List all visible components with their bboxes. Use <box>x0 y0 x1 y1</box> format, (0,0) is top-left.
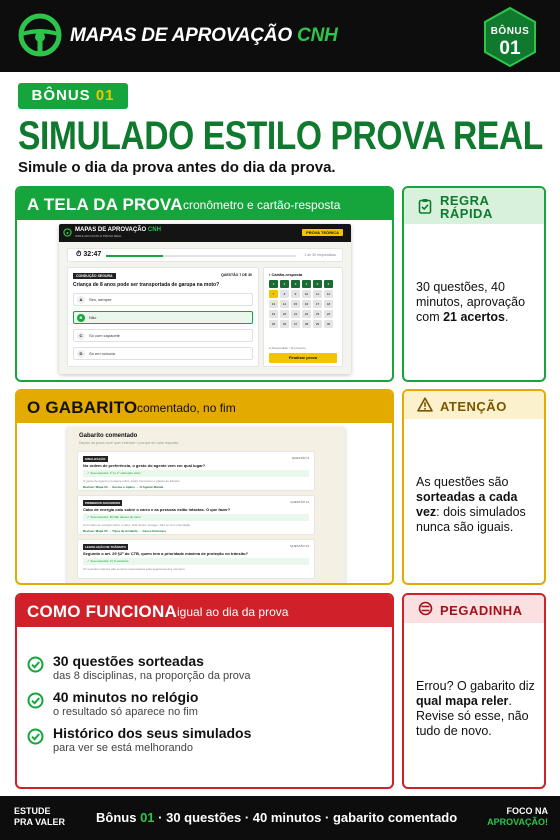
answer-option[interactable] <box>73 347 253 360</box>
answer-cell[interactable]: 4 <box>302 280 311 288</box>
mock-brand-sub: SIMULADO ESTILO PROVA REAL <box>75 234 122 238</box>
item-number: QUESTÃO 11 <box>290 500 309 504</box>
progress-fill <box>106 255 163 257</box>
panel-header <box>17 595 392 627</box>
answer-key-panel <box>15 389 394 585</box>
clipboard-icon <box>418 198 432 214</box>
answer-cell[interactable]: 20 <box>280 310 289 318</box>
answer-cell[interactable]: 25 <box>269 320 278 328</box>
card-title: REGRA RÁPIDA <box>440 193 493 221</box>
item-question: No ordem de preferência, o gesto do agente vem em qual lugar? <box>83 463 206 468</box>
feature-sub: das 8 disciplinas, na proporção da prova <box>53 670 251 682</box>
answer-option[interactable] <box>73 293 253 306</box>
card-text: 30 questões, 40 minutos, aprovação com 21 acertos. <box>416 280 526 324</box>
answer-cell[interactable]: 10 <box>302 290 311 298</box>
check-circle-icon <box>27 692 44 709</box>
answer-cell[interactable]: 13 <box>269 300 278 308</box>
footer-bar <box>0 796 560 840</box>
feature-item <box>27 653 377 685</box>
item-answer: ✓ Sua resposta: C) O pedestre <box>83 558 309 565</box>
answer-key-item <box>77 451 315 491</box>
trap-card <box>402 593 546 789</box>
finish-exam-button[interactable]: Finalizar prova <box>269 353 337 363</box>
answer-cell[interactable]: 18 <box>324 300 333 308</box>
mock-exam-badge: PROVA TEÓRICA <box>302 229 343 236</box>
item-explanation: O gesto do agente prevalece sobre sinais luminosos e placas de trânsito. <box>83 479 181 483</box>
answer-cell[interactable]: 3 <box>291 280 300 288</box>
option-letter: A <box>77 296 85 304</box>
option-text: Só em rodovia <box>89 351 115 356</box>
attention-card <box>402 389 546 585</box>
answer-cell[interactable]: 21 <box>291 310 300 318</box>
answer-cell[interactable]: 5 <box>313 280 322 288</box>
check-circle-icon <box>27 656 44 673</box>
feature-sub: o resultado só aparece no fim <box>53 706 198 718</box>
answer-legend: ● Respondida ○ Em branco <box>269 346 306 350</box>
mock-question-card <box>67 267 259 367</box>
item-review-link: Revisar: Mapa 05 → Tipos de Acidente → Casos Extremos <box>83 529 167 533</box>
card-text: As questões são sorteadas a cada vez: dois simulados nunca são iguais. <box>416 475 526 534</box>
answer-card-title: ▪ Cartão-resposta <box>269 272 303 277</box>
footer-left-slogan: ESTUDE PRA VALER <box>14 806 66 827</box>
mock-topbar <box>59 224 351 242</box>
feature-item <box>27 689 377 721</box>
panel-subtitle: cronômetro e cartão-resposta <box>183 198 341 212</box>
panel-header <box>17 188 392 220</box>
steering-wheel-icon <box>17 12 63 58</box>
answer-cell[interactable]: 19 <box>269 310 278 318</box>
answer-cell[interactable]: 28 <box>302 320 311 328</box>
answer-key-mockup <box>67 427 345 585</box>
panel-subtitle: comentado, no fim <box>137 401 236 415</box>
feature-title: 30 questões sorteadas <box>53 653 204 669</box>
steering-wheel-icon <box>63 228 72 237</box>
answer-cell[interactable]: 12 <box>324 290 333 298</box>
item-question: Segundo o art. 29 §2º do CTB, quem tem a prioridade máxima de proteção no trânsito? <box>83 551 249 556</box>
mock-answer-card <box>263 267 343 367</box>
answer-cell[interactable]: 7 <box>269 290 278 298</box>
answer-cell[interactable]: 22 <box>302 310 311 318</box>
brand-logo-text: MAPAS DE APROVAÇÃO CNH <box>70 25 338 46</box>
answer-cell[interactable]: 26 <box>280 320 289 328</box>
page-title: SIMULADO ESTILO PROVA REAL <box>18 114 543 158</box>
option-text: Não <box>89 315 97 320</box>
option-letter: B <box>77 314 85 322</box>
answer-cell[interactable]: 6 <box>324 280 333 288</box>
panel-title: A TELA DA PROVA <box>27 195 183 214</box>
answer-cell[interactable]: 17 <box>313 300 322 308</box>
panel-title: COMO FUNCIONA <box>27 602 177 621</box>
answer-key-title: Gabarito comentado <box>79 433 138 439</box>
item-question: Cabo de energia caiu sobre o carro e as pessoas estão intactas. O que fazer? <box>83 507 231 512</box>
answer-cell[interactable]: 1 <box>269 280 278 288</box>
answer-cell[interactable]: 14 <box>280 300 289 308</box>
mock-timer-bar <box>67 248 343 262</box>
item-tag: PRIMEIROS SOCORROS <box>85 501 121 505</box>
answer-cell[interactable]: 23 <box>313 310 322 318</box>
answer-key-item <box>77 539 315 579</box>
question-tag: CONDUÇÃO SEGURA <box>73 273 116 279</box>
no-sign-icon <box>418 601 433 616</box>
item-explanation: Com cabo de energia sobre o carro, ficar dentro protege. Sair só com orientação. <box>83 523 192 527</box>
item-answer: ✓ Sua resposta: B) Não descer do carro <box>83 514 309 521</box>
panel-title: O GABARITO <box>27 398 138 417</box>
item-review-link: Revisar: Mapa 03 → Gestos e Apitos → O Agente Manda <box>83 485 164 489</box>
item-answer: ✓ Sua resposta: 1º (o 1º sobrepõe tudo) <box>83 470 309 477</box>
feature-item <box>27 725 377 757</box>
feature-sub: para ver se está melhorando <box>53 742 194 754</box>
card-header <box>404 391 544 419</box>
badge-label: BÔNUS <box>490 26 530 37</box>
bonus-hex-badge <box>482 6 538 68</box>
badge-number: 01 <box>499 38 521 59</box>
card-header <box>404 595 544 623</box>
answer-key-sub: Depois da prova você quer entender o porquê de cada resposta <box>79 441 179 445</box>
item-explanation: Os veículos maiores são sempre responsáveis pela segurança dos menores. <box>83 567 186 571</box>
question-text: Criança de 8 anos pode ser transportada de garupa na moto? <box>73 282 220 288</box>
item-number: QUESTÃO 23 <box>290 544 309 548</box>
answer-option[interactable] <box>73 311 253 324</box>
panel-subtitle: igual ao dia da prova <box>177 605 289 619</box>
answer-key-item <box>77 495 315 535</box>
exam-screen-panel <box>15 186 394 382</box>
feature-title: Histórico dos seus simulados <box>53 725 252 741</box>
footer-right-slogan: FOCO NA APROVAÇÃO! <box>487 806 548 827</box>
answer-option[interactable] <box>73 329 253 342</box>
answer-cell[interactable]: 11 <box>313 290 322 298</box>
option-letter: D <box>77 350 85 358</box>
answer-cell[interactable]: 15 <box>291 300 300 308</box>
answer-cell[interactable]: 2 <box>280 280 289 288</box>
card-header <box>404 188 544 224</box>
option-text: Sim, sempre <box>89 297 112 302</box>
answer-grid <box>269 280 333 328</box>
card-title: ATENÇÃO <box>440 399 507 414</box>
answer-cell[interactable]: 24 <box>324 310 333 318</box>
quick-rule-card <box>402 186 546 382</box>
option-text: Só com capacete <box>89 333 120 338</box>
answer-cell[interactable]: 16 <box>302 300 311 308</box>
answer-cell[interactable]: 8 <box>280 290 289 298</box>
check-circle-icon <box>27 728 44 745</box>
answer-cell[interactable]: 30 <box>324 320 333 328</box>
exam-screen-mockup <box>59 224 351 374</box>
item-number: QUESTÃO 4 <box>291 456 309 460</box>
card-title: PEGADINHA <box>440 603 523 618</box>
answer-cell[interactable]: 27 <box>291 320 300 328</box>
panel-header <box>17 391 392 423</box>
header-bar <box>0 0 560 72</box>
feature-title: 40 minutos no relógio <box>53 689 199 705</box>
card-text: Errou? O gabarito diz qual mapa reler. Revise só esse, não tudo de novo. <box>416 679 535 738</box>
answer-cell[interactable]: 9 <box>291 290 300 298</box>
timer-value: ⏱ 32:47 <box>76 251 102 258</box>
page-subtitle: Simule o dia da prova antes do dia da prova. <box>18 159 336 176</box>
answer-cell[interactable]: 29 <box>313 320 322 328</box>
bonus-pill: BÔNUS 01 <box>18 83 128 109</box>
progress-text: 1 de 30 respondidas <box>304 253 336 257</box>
option-letter: C <box>77 332 85 340</box>
footer-summary: Bônus 01 · 30 questões · 40 minutos · gabarito comentado <box>96 810 458 825</box>
item-tag: LEGISLAÇÃO DE TRÂNSITO <box>85 545 126 549</box>
how-it-works-panel <box>15 593 394 789</box>
warning-icon <box>417 397 433 412</box>
mock-brand: MAPAS DE APROVAÇÃO CNH <box>75 227 161 233</box>
question-number: QUESTÃO 7 DE 30 <box>221 273 252 277</box>
item-tag: SINALIZAÇÃO <box>85 457 106 461</box>
